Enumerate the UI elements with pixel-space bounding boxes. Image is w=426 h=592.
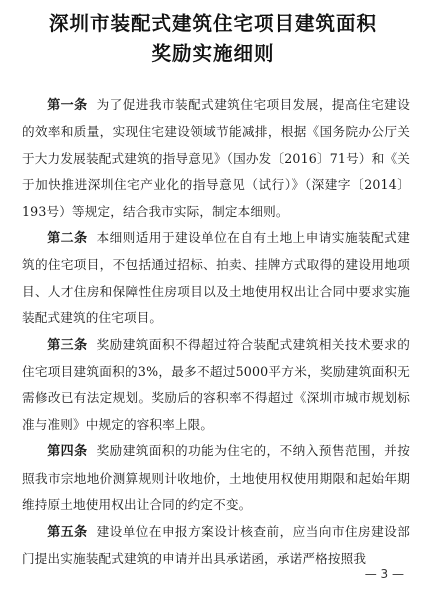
article-5-text: 建设单位在申报方案设计核查前，应当向市住房建设部门提出实施装配式建筑的申请并出具承诺函，承诺严格按照我	[22, 523, 410, 566]
article-3	[22, 332, 410, 439]
article-1-text: 为了促进我市装配式建筑住宅项目发展，提高住宅建设的效率和质量，实现住宅建设领域节能减排，根据《国务院办公厅关于大力发展装配式建筑的指导意见》（国办发〔2016〕71号）和《关于加快推进深圳住宅产业化的指导意见（试行）》（深建字〔2014〕193号）等规定，结合我市实际，制定本细则。	[22, 97, 410, 219]
document-title-line1: 深圳市装配式建筑住宅项目建筑面积	[48, 12, 377, 35]
article-1	[22, 92, 410, 225]
article-5	[22, 519, 410, 573]
article-2	[22, 225, 410, 332]
document-body	[22, 92, 410, 572]
article-1-label: 第一条	[47, 98, 88, 113]
article-2-text: 本细则适用于建设单位在自有土地上申请实施装配式建筑的住宅项目，不包括通过招标、拍卖、挂牌方式取得的建设用地项目、人才住房和保障性住房项目以及土地使用权出让合同中要求实施装配式建筑的住宅项目。	[22, 230, 410, 326]
article-3-label: 第三条	[47, 337, 88, 353]
article-4	[22, 438, 410, 518]
page-number: — 3 —	[364, 567, 404, 581]
article-5-label: 第五条	[47, 524, 88, 540]
article-3-text: 奖励建筑面积不得超过符合装配式建筑相关技术要求的住宅项目建筑面积的3%，最多不超过5000平方米，奖励建筑面积无需修改已有法定规划。奖励后的容积率不得超过《深圳市城市规划标准与准则》中规定的容积率上限。	[22, 336, 410, 432]
document-title-line2: 奖励实施细则	[151, 42, 275, 65]
article-4-label: 第四条	[47, 444, 88, 460]
article-2-label: 第二条	[47, 231, 88, 247]
article-4-text: 奖励建筑面积的功能为住宅的，不纳入预售范围，并按照我市宗地地价测算规则计收地价，土地使用权使用期限和起始年期维持原土地使用权出让合同的约定不变。	[22, 443, 410, 513]
